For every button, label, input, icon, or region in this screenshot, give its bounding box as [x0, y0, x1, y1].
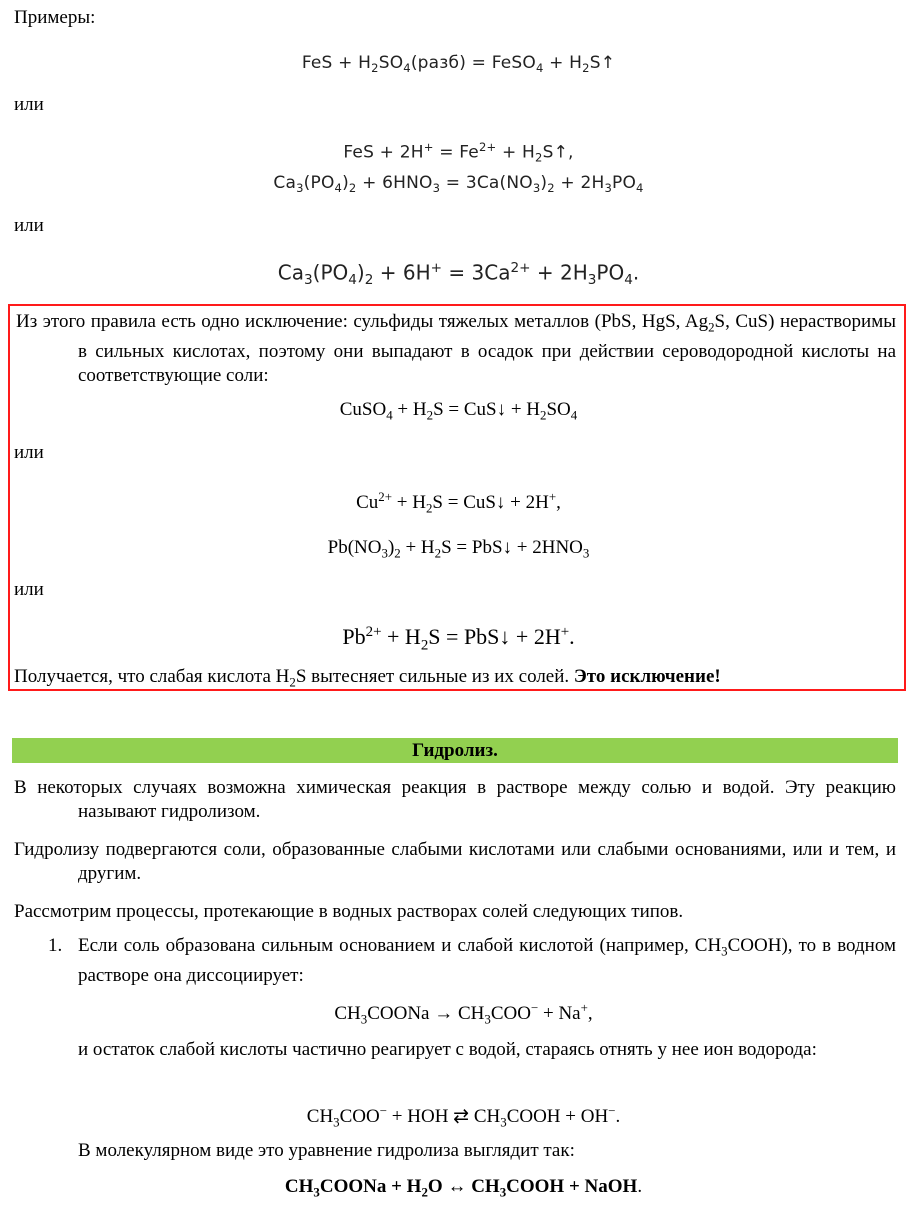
subscript: 3: [484, 1011, 491, 1027]
subscript: 3: [500, 1114, 507, 1130]
text-run: .: [637, 1176, 643, 1197]
subscript: 2: [582, 61, 590, 76]
text-run: CH: [334, 1003, 361, 1025]
text-run: SO: [546, 399, 571, 420]
text-run: .: [615, 1106, 621, 1128]
text-run: + HOH ⇄ CH: [387, 1106, 501, 1128]
text-run: S, CuS) нерастворимы в сильных кислотах, поэтому они выпадают в осадок при действии сероводородной кислоты на соответствующие соли:: [78, 311, 897, 386]
list-item-text: [78, 934, 896, 988]
paragraph: В молекулярном виде это уравнение гидролиза выглядит так:: [78, 1140, 575, 1161]
text-run: O ↔ CH: [427, 1176, 500, 1197]
subscript: 3: [604, 181, 612, 196]
text-run: + 6HNO: [356, 173, 433, 193]
subscript: 4: [535, 61, 544, 76]
text-run: Pb: [342, 624, 366, 650]
subscript: 2: [421, 1184, 428, 1200]
text-run: S = CuS↓ + H: [433, 399, 541, 420]
text-run: ,: [587, 1003, 593, 1025]
text-run: COONa → CH: [367, 1003, 485, 1025]
superscript: 2+: [378, 489, 393, 504]
text-run: FeS + H: [301, 53, 372, 73]
text-run: = 3Ca: [442, 260, 511, 285]
superscript: −: [379, 1103, 388, 1118]
subscript: 2: [364, 272, 374, 289]
text-run: SO: [378, 53, 404, 73]
text-run: + Na: [538, 1003, 581, 1025]
subscript: 3: [532, 181, 541, 196]
subscript: 2: [540, 407, 547, 423]
subscript: 3: [381, 545, 388, 561]
text-run: + H: [496, 142, 536, 163]
list-number: 1.: [48, 935, 63, 956]
superscript: +: [560, 624, 570, 640]
text-run: S↑,: [542, 142, 574, 163]
equation: [0, 253, 917, 295]
subscript: 3: [582, 545, 590, 561]
or-label: или: [14, 579, 44, 600]
text-run: Cu: [356, 492, 379, 514]
superscript: 2+: [510, 260, 531, 276]
text-run: ): [387, 537, 395, 558]
subscript: 3: [296, 181, 304, 196]
text-run: S = CuS↓ + 2H: [432, 492, 549, 514]
equation: [0, 533, 917, 569]
text-run: CuSO: [339, 399, 387, 420]
text-run: PO: [596, 260, 625, 285]
subscript: 3: [333, 1114, 340, 1130]
equation: [0, 617, 917, 660]
paragraph: и остаток слабой кислоты частично реагирует с водой, стараясь отнять у нее ион водорода:: [78, 1039, 817, 1060]
subscript: 3: [499, 1184, 507, 1200]
exception-conclusion: [14, 665, 721, 695]
subscript: 2: [348, 181, 357, 196]
superscript: −: [530, 1000, 539, 1015]
text-run: PO: [612, 173, 637, 193]
subscript: 4: [403, 61, 411, 76]
subscript: 2: [420, 637, 429, 654]
subscript: 3: [360, 1011, 368, 1027]
equation: [0, 1172, 917, 1208]
or-label: или: [14, 442, 44, 463]
subscript: 2: [425, 500, 433, 516]
text-run: + 2H: [554, 173, 605, 193]
text-run: ): [540, 173, 548, 193]
subscript: 4: [624, 272, 633, 289]
text-run: (PO: [312, 260, 349, 285]
text-run: + H: [543, 53, 583, 73]
paragraph: Рассмотрим процессы, протекающие в водных растворах солей следующих типов.: [14, 901, 684, 922]
subscript: 2: [708, 319, 715, 335]
superscript: −: [608, 1103, 616, 1118]
subscript: 4: [348, 272, 357, 289]
text-run: = Fe: [433, 142, 479, 163]
paragraph: В некоторых случаях возможна химическая реакция в растворе между солью и водой. Эту реакцию называют гидролизом.: [14, 777, 896, 822]
text-run: S = PbS↓ + 2H: [428, 624, 561, 650]
subscript: 2: [434, 545, 442, 561]
text-run: = 3Ca(NO: [440, 173, 533, 193]
equation: [0, 482, 917, 524]
text-run: .: [569, 624, 575, 650]
text-run: COOH), то в водном растворе она диссоциирует:: [78, 935, 896, 986]
equation: [0, 168, 917, 203]
text-run: (PO: [303, 173, 335, 193]
text-run: Получается, что слабая кислота H: [14, 666, 290, 687]
subscript: 4: [636, 181, 644, 196]
superscript: +: [423, 140, 434, 154]
subscript: 3: [304, 272, 313, 289]
text-run: + H: [392, 492, 426, 514]
text-run: + 6H: [373, 260, 431, 285]
equation: [0, 395, 917, 431]
text-run: Pb(NO: [327, 537, 382, 558]
subscript: 2: [535, 150, 543, 165]
text-run: + H: [400, 537, 435, 558]
text-run: CH: [284, 1176, 314, 1197]
text-run: Ca: [273, 173, 297, 193]
or-label: или: [14, 94, 44, 115]
subscript: 3: [587, 272, 597, 289]
text-run: ): [342, 173, 349, 193]
text-run: S = PbS↓ + 2HNO: [441, 537, 583, 558]
section-header: Гидролиз.: [12, 738, 898, 763]
subscript: 2: [289, 674, 296, 690]
text-run: + H: [381, 624, 421, 650]
superscript: 2+: [478, 140, 497, 154]
subscript: 4: [386, 407, 393, 423]
text-run: (разб) = FeSO: [410, 53, 536, 73]
text-run: COOH + NaOH: [506, 1176, 638, 1197]
examples-label: Примеры:: [14, 7, 96, 28]
subscript: 2: [394, 545, 401, 561]
text-run: Ca: [277, 260, 304, 285]
text-run: S↑: [589, 53, 616, 73]
text-run: CH: [306, 1106, 334, 1128]
subscript: 2: [426, 407, 434, 423]
text-run: COONa + H: [319, 1176, 422, 1197]
superscript: 2+: [365, 624, 382, 640]
text-run: Если соль образована сильным основанием и слабой кислотой (например, CH: [78, 935, 722, 956]
subscript: 3: [313, 1184, 320, 1200]
text-run: ,: [556, 492, 561, 514]
subscript: 3: [432, 181, 441, 196]
subscript: 3: [721, 943, 728, 959]
text-run: S вытесняет сильные из их солей.: [295, 666, 574, 687]
equation: [0, 48, 917, 83]
text-run: COO: [339, 1106, 380, 1128]
text-run: Это исключение!: [573, 666, 721, 687]
subscript: 2: [371, 61, 379, 76]
text-run: COOH + OH: [506, 1106, 609, 1128]
equation: [0, 1096, 917, 1138]
or-label: или: [14, 215, 44, 236]
text-run: ): [356, 260, 365, 285]
equation: [0, 132, 917, 172]
equation: [0, 993, 917, 1035]
superscript: +: [580, 1000, 588, 1015]
subscript: 4: [334, 181, 343, 196]
superscript: +: [548, 489, 557, 504]
subscript: 2: [547, 181, 555, 196]
text-run: FeS + 2H: [343, 142, 424, 163]
text-run: + 2H: [530, 260, 588, 285]
text-run: Из этого правила есть одно исключение: сульфиды тяжелых металлов (PbS, HgS, Ag: [16, 311, 709, 332]
subscript: 4: [570, 407, 578, 423]
paragraph: Гидролизу подвергаются соли, образованные слабыми кислотами или слабыми основаниями, или и тем, и другим.: [14, 839, 896, 884]
superscript: +: [430, 260, 443, 276]
text-run: .: [632, 260, 640, 285]
text-run: COO: [490, 1003, 531, 1025]
exception-intro: [16, 310, 896, 388]
text-run: + H: [392, 399, 427, 420]
